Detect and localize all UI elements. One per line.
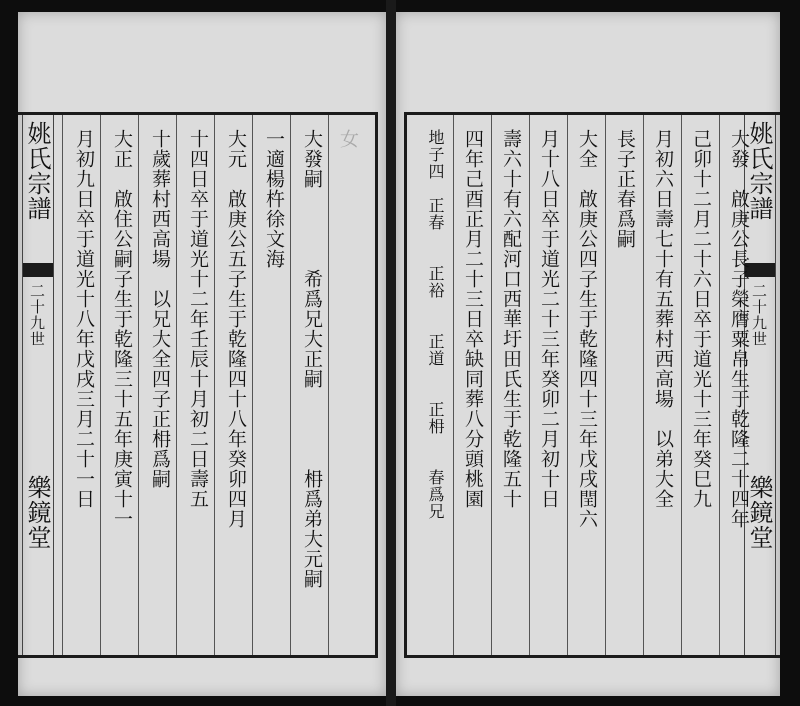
right-col-4: 長子正春爲嗣 [614, 129, 636, 249]
right-rule [719, 115, 720, 655]
left-col-5: 十四日卒于道光十二年壬辰十月初二日壽五 [187, 129, 209, 509]
right-rule [605, 115, 606, 655]
right-col-7: 壽六十有六配河口西華圩田氏生于乾隆五十 [500, 129, 522, 509]
left-col-7: 大正 啟住公嗣子生于乾隆三十五年庚寅十一 [111, 129, 133, 529]
right-page [396, 12, 780, 696]
left-banner-generation: 二十九世 [28, 283, 46, 347]
right-col-8: 四年己酉正月二十三日卒缺同葬八分頭桃園 [462, 129, 484, 509]
left-col-2: 大發嗣 希爲兄大正嗣 枏爲弟大元嗣 [301, 129, 323, 589]
left-rule [252, 115, 253, 655]
right-col-9: 地子四 正春 正裕 正道 正枏 春爲兄 [426, 129, 445, 520]
left-banner-title: 姚氏宗譜 [23, 121, 51, 221]
right-col-2: 己卯十二月二十六日卒于道光十三年癸巳九 [690, 129, 712, 509]
right-banner-title: 姚氏宗譜 [745, 121, 773, 221]
left-rule [100, 115, 101, 655]
left-rule [62, 115, 63, 655]
left-page-frame [18, 112, 378, 658]
left-page [18, 12, 386, 696]
right-rule [681, 115, 682, 655]
right-col-6: 月十八日卒于道光二十三年癸卯二月初十日 [538, 129, 560, 509]
left-rule [328, 115, 329, 655]
right-page-frame [404, 112, 780, 658]
left-col-1: 女 [337, 129, 359, 149]
right-rule [643, 115, 644, 655]
right-banner-hall: 樂鏡堂 [745, 475, 773, 550]
left-col-3: 一適楊杵徐文海 [263, 129, 285, 269]
left-col-6: 十歲葬村西高場 以兄大全四子正枏爲嗣 [149, 129, 171, 489]
right-col-3: 月初六日壽七十有五葬村西高場 以弟大全 [652, 129, 674, 509]
right-rule [567, 115, 568, 655]
left-rule [290, 115, 291, 655]
left-col-4: 大元 啟庚公五子生于乾隆四十八年癸卯四月 [225, 129, 247, 529]
left-col-8: 月初九日卒于道光十八年戊戌三月二十一日 [73, 129, 95, 509]
book-spine [386, 0, 396, 706]
left-rule [138, 115, 139, 655]
right-rule [529, 115, 530, 655]
left-rule [176, 115, 177, 655]
right-col-5: 大全 啟庚公四子生于乾隆四十三年戊戌閏六 [576, 129, 598, 529]
left-rule [214, 115, 215, 655]
right-rule [491, 115, 492, 655]
right-col-1: 大發 啟庚公長子榮膺粟帛生于乾隆二十四年 [728, 129, 750, 529]
left-banner-hall: 樂鏡堂 [23, 475, 51, 550]
right-rule [453, 115, 454, 655]
right-banner-generation: 二十九世 [750, 283, 768, 347]
